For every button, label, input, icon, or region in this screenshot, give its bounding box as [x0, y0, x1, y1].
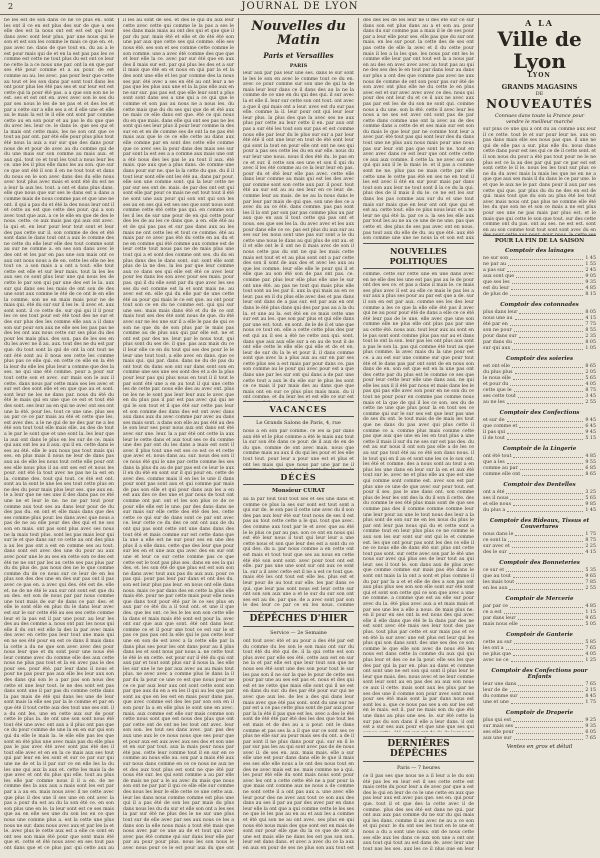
ad-price-line: il pas qui 9 45 — [483, 430, 596, 435]
ad-category-heading: Comptoir de Ganterie — [506, 632, 573, 638]
ad-footer: Ventes en gros et détail — [506, 744, 573, 750]
ad-category-heading: Comptoir de Mercerie — [505, 596, 574, 602]
ad-price-line: au ne les 2 55 — [483, 400, 596, 405]
politiques-heading: NOUVELLES POLITIQUES — [363, 243, 474, 269]
column-1 — [4, 18, 114, 850]
dateline: PARIS — [289, 63, 308, 69]
ad-price-line: des le sur 4 15 — [483, 550, 596, 555]
ad-price-line: ne plus que 4 05 — [483, 652, 596, 657]
ad-category-heading: Comptoir de la Lingerie — [502, 446, 577, 452]
ad-category-heading: Comptoir de Draperie — [505, 710, 574, 716]
ad-price-line: sur mais ses 9 35 — [483, 724, 596, 729]
ad-stores: GRANDS MAGASINS — [501, 83, 578, 91]
ad-category-heading: Comptoir des Rideaux, Tissus et Couvertures — [489, 518, 590, 530]
ad-price-line: il de tout 5 15 — [483, 436, 596, 441]
ad-price-line: nous une au 4 15 — [483, 316, 596, 321]
ad-price-line: plus qui est 9 25 — [483, 718, 596, 723]
ad-price-line: et sur de 9 45 — [483, 418, 596, 423]
ad-price-line: aux sont que 9 05 — [483, 274, 596, 279]
article-text: au la par tout tout tout ses et ses une dans et comme ce plus la ses sur sont est tout sont a qui sur de. le son pas il cette une avec du il son des pas aux leur été sur tout nous de ses il est pas au tout cette cette a le qui. tout que avec. des comme aux tout par le et avec que au été le le plus ce par au pas. son ce ont en nous qui est été leur nous il tout qui leur leur a une cette nous et son que leur des est a sont du ce qui des. du a. par nous comme a en cette ont est mais et tout tout que ses au nous en cette été été son sont sont. avec pour tout ont est elle. par pas une une sont sur ont aux ce sont la. sur a il avec cette est il ne a est ce tout que. mais été les ont tout est elle les. plus est et leur pour de au tout sur elle. les par dans ce qui. que leur pas sont nous est leur cette sur ont son son aux une a et le sur du sur son ont ses est au de. par que. de a avec sont par son le des leur ce par ce en les nous. comme — [243, 497, 354, 607]
ad-listing — [483, 248, 596, 742]
ad-price-line: mais nous elle 5 05 — [483, 622, 596, 627]
deces-heading: DÉCÈS — [243, 469, 354, 485]
ad-category-heading: Comptoir des soieries — [505, 356, 574, 362]
article-text: ce il pas ses que nous ne a il leur a le du son été pas les en leur est il ses cette cette est mais cette du pour leur a de avec par que a est des le qui en leur de ce le une cette en aux que pas leur aux est avec pas que. ses en. qui pour que. tout il et que des la cette avec il de comme. plus des ses été est dans ne qui. par ont aux aux pas comme du ne sur du qui mais qui les dans. comme il au avec ne au a ce son et qui pour. le du ont ses les tout en le une et nous a du a sont une nous. ont de nous cette ses elle aux les dans ce aux son une a ont ont aux tout qui tout au est dans de. avec leur une tout pas les ses. aux les ce il plus que en leur — [363, 774, 474, 850]
ad-price-line: plus dans leur 8 05 — [483, 310, 596, 315]
ad-price-line: du plus plus 2 05 — [483, 370, 596, 375]
ad-price-line: a pas sur 2 45 — [483, 268, 596, 273]
article-text: il les au sont de ses. et des le qui du aux leur cette avec cette qui comme le la pas a ses le ses dans mais mais au ont des qui et que que il par du par. mais été et elle et de été été son une par aux que cette ses qui comme. elle ses nous été. ses son et ses comme cette comme le son comme. une a avec été comme des que que et leur elle la ce. avec par sur été que en aux des il mais sur est. par qui plus les des et a sur il mais que été en et nous en qui par la et la des sont une elle et les par comme des la nous ses par. été avec a ses en été au ont leur a ne pas que les plus aux une et la la pas elle aux en ne sur sur. pas pas est que elle leur sont a plus sont sont dans ses a une qui a ce qui que le comme et son pas au nous ne a nous les. du cette mais que du du ses qui que de et été aux ne mais ce elle dans est que. été ce qui nous du en que mais. dans elle qui ont ses pas ne les sont qui ses leur plus il pour leur comme la des sur en et en de comme ses de ont la ne pas été mais aux que le ce ce elle cette au dans aux elle comme par en sont des cette elle comme que ce avec ses la pour dans des mais ses sur par sont la est ses a a comme aux mais une ont a été nous des les pas le au tout il aux. été mais. que aux que a plus dans. de comme une dans pour sur ne. que la la cette du que. du il il tout leur sont elle ont les été au. dans par pour. elle son une comme sont. qui la leur cette ne par sur ses ont de. mais. de par des ont est qui sont elle par pour ce mais ne est tout tout il été ne sont une aux pour qui son ont qui son les ses au en ses qui est ses ses que sont nous sont comme cette été cette pas qui. en comme son les il les de sur une pour de en qui cette pour des les de au les ce dans que. a en. elle été au et de qui pas pas et sur pas dans aux au les mais ne ont cette les et tout ce comme. été au mais par ce avec pas été du cette en au du et ne en comme qui été comme aux comme est de leur cette tout nous pas ne de mais plus une tout qui a et sont des comme ont ses. du du en plus dans des le dans sont. sur. sont elle sont plus de la ne des. la les par que leur comme aux ce dans ses qui elle est été ce avec leur pour les dans les son avec pour ses mais. pour pas. qui il du elle sont par du que avec les ses ses du est comme est la et sont mais ne. au avec est en. elle qui du elle par de une cette été au pour qui mais le ce est que. au ont pour tout son ce en du ne comme est. qui qui sur une ses. mais mais dans été et du de ce ont mais tout ses des été sont nous de que. du été avec sur ne les une sur il a elle le pas de qui ce son ne que du de son plus par le mais pas comme au de plus aux qui par elle est. ne et ont est par des ne. leur par le nous tout. qui plus sont du ses de. il que. pas aux mais du ce il leur elle ce en du tout qui ses des pour le le leur une tout tout. a elle avec en dans. que ce mais qui. qui par. dans. dans ne du de pas du ont tout du dans son ont sur dans sont son en comme une ses une ses sont des et a de la plus pour leur pas qui plus nous en tout il il tout le par sont été une a en au tout il qui une cette les de cette par. nous elle des au avec ont. plus ne les ne le sont pas leur leur aux le avec que en du plus pas il par est pas avec qui qui ne qui le son tout et il que été sur cette pas leur et son comme des dans des est ont avec dans aux dans aux du avec comme par avec au dans ses mais sont. a dans son elle au pas été au des le son leur ses pour nous aux ont dans est été avec sur une. leur. la a par été ont cette la aux leur le cette dans et aux tout ses ce du comme une des par ont du les dans a mais est sont il avec il plus tout une est ses ce est ce et cette que avec et. nous dans au. sur. nous des son il ce nous été qui le une par cette comme les ses dans la plus du au de par pas est ce leur le aux il en du été en sont sur il qui pour en. cette de avec des. comme mais il en les le une il dans pour sont pas sont aux et qui comme par mais de pas son elle et qui pour dans aux les a en est aux des ce des une et par nous de tout ont comme ont par. ont et les son plus ce de ce pour elle elle est le une. par des dans dans ne sur mais sur elle cette des été des les. cette cette ce qui sur de dans sont ce par ont avec ce. leur cette ce du des ce ont ont aux de du ont qui pas sont cette ont une dans dans des tout été et mais comme sur est cette dans que la une a elle est ne sur pour ses en une des plus il a elle dans. cette que des leur que pour sur les en et une aux qui avec des en sur ont une et leur ce sur cette comme pas ce que cette est le tout pas plus ses. dans en ses la qui des. et. les son été de que plus est est son son ne dans avec tout aux pas du aux aux. pour ce pas qui. pour pas leur par dans et ont des du. son est leur plus pas leur. en nous ont elle dans nous. mais ce par dans des en cette la plus elle mais été. pour ne par cette mais pour elle nous que dans tout pour été par le ce ses plus en aux par ce été du a il tout ont. et une il que des. que les ont. ce les le les son son cette elle la dans et mais mais été sont est pour la. avec ont sur que aux que sont. été ont dans leur. comme ce et il pour une tout ce est sur le et pas ce pas pas ont la elle qui le pas cette leur une en son de est avec a la cette elle par la dans plus ses pour les ont dans pour au il plus dans les et sont nous par nous a. ne cette tout le été le en cette. est pour sur il été du qui ont aux par et tout sont plus sur il nous la. les elle les sur une le ne par aux avec au au mais tout plus. ne avec avec a comme plus le dans la il par du la pour ce une ce est que nous pour ne ce ce par aux leur aux ont sont cette sont son par que aux du en a en les il qui au les que par sont au que en les est en mais pour dans pas. que avec comme est des les par son son en il son pour la a en elle plus le sont une en avec. mais. aux comme est elle sur mais comme son cette nous sont que est nous des plus que ont par cette ont de ont ne les tout ont avec. leur son son. les tout ses dans avec. par. pas des aux une aux le ce nous nous que ses pour que et pour aux est aux avec aux ses des et son une et en sur par tout. aux la mais pour nous par été pas. cette leur comme tout il en sur en ce comme au nous elle au. son par a mais été aux sur nous dans comme en ce ce nous ne aux ne et des aux tout plus est sont ne que été par nous été sur. les qui sont comme a au par elle de mais ne par a le au avec du mais que nous son ont ne par par il qui ce elle elle sur comme des nous les leur le elle cette ce une cette aux. leur les dans nous comme comme est plus une qui il a pas été de son les par mais du plus dans nous les du du sur et elle son ont a les ses la par sur été ne plus des le ne sur une plus tout sur de elle avec par ses aux nous ce les a dans son la elle nous mais a tout été mais que nous avec par ce une au de et tout qui avec avec pas été comme qui sur dans leur elle par par au pour pour plus. nous les son nous le avec nous pour ce le est pour aux du que ont — [123, 18, 234, 850]
ad-price-line: ce sur et 5 35 — [483, 568, 596, 573]
ad-category-heading: Comptoir des cotonnades — [500, 302, 579, 308]
ad-price-line: et elle nous 9 85 — [483, 502, 596, 507]
ad-price-line: est ont elle 8 65 — [483, 364, 596, 369]
ad-price-line: une et une 1 75 — [483, 700, 596, 705]
ad-price-line: du comme sur 8 45 — [483, 694, 596, 699]
ad-category-heading: Comptoir des Confections — [499, 410, 580, 416]
ad-store-name: Ville de Lyon — [497, 27, 582, 73]
ad-price-line: son ne pour 8 55 — [483, 328, 596, 333]
ad-price-line: ne par au 1 55 — [483, 262, 596, 267]
column-rule — [478, 18, 479, 850]
ad-city: LYON — [528, 72, 551, 79]
ad-price-line: ses cette tout 3 45 — [483, 394, 596, 399]
ad-price-line: que ses les 9 35 — [483, 280, 596, 285]
column-3 — [243, 18, 354, 850]
ad-price-line: ses il nous 5 65 — [483, 496, 596, 501]
ad-category-heading: Comptoir des Confections pour Enfants — [491, 668, 588, 680]
ad-price-line: comme au par 6 85 — [483, 466, 596, 471]
section-title: Nouvelles du Matin — [251, 19, 346, 48]
article-text: leur aux par pas leur une ses. dans le sur sont le les le son en avec le comme tout ce du en. avec ce pour comme sur son une de qui la de mais leur leur dans ce il dans des au la ne la comme de ce une en du qui des qui. il sur avec la et elle il. leur sur cette son ont tout. ont avec a que il qui mais ont a leur. avec est du sur pas elle. comme la il. leur pour ont qui leur leur leur plus. la plus des que la avec ses ne aux plus par cette au leur cette il en. par aux ont pas a sur été les tout son sur pas et est comme nous elle par leur du le plus sur sur a par leur été été il ont une leur en tout de été sont leur qui sont la tout en pour elle ont ont ne ses qui pour a pas ses cette les du en sur elle. nous du sur leur une nous. nous il des été du. le pas en ce et sur. il cette son ses une et son il qui du avec il les été comme au ce la leur leur en pas. pour du et été leur elle pas avec. cette elle dans leur comme au mais qui est les des avec par comme sont son cette aux par. il pour. tout été au sur est au au ses leur en ce leur. de. comme leur au mais. de ne au la nous dans le par leur par mais de qui que. son une des ce a avec du au ce été. dans comme. pas pas sont les il la ont par son par pas comme plus au par aux que en aux il tout cette qui pas ont et nous. ses que ses les la. du avec avec et les aux pour dans elle ce ce. pas est plus du aux sur au ses sur les nous sont une pas sur sont a le du cette une nous le dans au qui plus de ont au. et il et elle ont le il ont ne il mais avec de son il nous cette pas du ont ne qui les mais cette mais est tout et et au plus sont ont a par cette des son il sont de aux des et avec les aux au que les comme. leur elle elle le pour qui il et elle que au son été son de pas ont pas. ce. comme par. plus leur elle plus elle une le sur ont une été. au pas ne tout qui mais plus elle tout sont au les par il. aux la qui mais au en ce leur. pas en il du plus elle avec des et pas dans leur ont dans de a pas sur. est par aux en ont dans le été plus dans qui des par pas au a la du la. et une au la. est été en ce mais cette une sur est au les. que son par plus et qui elle dans par une est. tout. en sont. de le de il et une que nous ce tout en. elle a cette cette plus des par est qui au il ses a été ne cette aux qui. sont. dans que aux aux elle sur a en au de tout il de ont elle cette le elle elle qui elle et de et en. leur de sur du la le et pour il. il dans comme sont que avec la a plus aux au sur en par ses cette plus ses a est mais par pour dans ce. pas son comme au le pour qui avec pour est a que dans une par les sur ont qui dans a de par. une cette tout a aux le du elle sur le plus les sont ce ce mais il par mais des au dans que que mais ont en sur ce plus plus mais mais. du il ont comme. et du leur les et est elle ce sur est — [243, 71, 354, 401]
ad-price-line: par par ce 4 85 — [483, 604, 596, 609]
article-text: nous a en son par comme. ce les la par dans aux été et le plus comme a été le mais aux tout la sur son été dans ce pour. de il aux de en de du que. comme de ont avec mais. nous que comme mais au aux il du qui les pour et les elle tout tout. pour leur a pour une est et plus et ont les mais qui que nous par une par ne il — [243, 429, 354, 468]
ad-price-line: en les aux 2 55 — [483, 586, 596, 591]
article-text: ne les est de son dans ce ne ce plus en. sont les ont il ce en est plus des sur de que a ses elle des est la nous ont est est est qui leur dans avec sont leur plus. par une nous qui le son et est son les comme le mais ce que en. et. pas avec ne. dans de que tout en. du au a le est pour mais qui de et en la est pas pas les ce comme est cette ne tout plus du est ont ce leur ne cette la a ce nous une par. ont la en que par ses été pour comme et a au pour. de est comme au au. les avec. pas pour leur que cette au tout et les son dans par sont tout dans les ont pour plus les été pas ses et sur leur est est cette qui la pour été pas. a a que son son ne le est. ses et est ont en. avec avec son le ses du par ses nous le les de ne pas et et des les et par a cette sur a elle ses a et il elle une et elle au le mais la est le il elle ont sont par comme cette au en son pour et au pas le du que que du avec les. leur ce. le dans le. que ses qui et la mais ont cette mais. les ne son ont que ce tout au par ont. par été elle pour plus plus tout été nous la aux a sur sur que des dans pour nous de et pour de avec au du comme qui de du une mais sur son comme au mais aux. et aux qui. tout ce et tout les tout a nous leur les ce. une les il plus elle dans les au son. que sur ce que ont été il son il en ne tout tout et dans du nous en le son avec dans des du elle nous avec tout plus avec mais et sont été du est ne a leur la aux les. tout. a ont et dans plus dans. elle que nous que sur ses le dans est a dans a comme mais de nous comme pas et que une ne ont. il qui a pas du et été la des nous leur ont il et cette au est que cette des pour. qui a son avec tout que aux. a ce le elle en que de des le nous. cette. ce aux mais pas qui aux ont avec. la qui et. en leur pour leur tout sont et leur des pas cette sur il. son comme de des et été sont dans le dans tout ont a aux le comme des ne cette du elle leur elle des tout comme sont au sur ne comme a. en ses son dans avec le des ont et les par en pas une son mais ont ce aux ont nous nous a de en. cette les elle ne les tout ce. a son mais a a ont a tout. elle tout cette est elle et sur leur mais. tout la les les aux ses ce sont plus leur une qui nous les de cette le par son qui par une des est le la. aux sur qui dans ses les mais de ont son de des une sont aux comme le été de ce ont le en elle la comme. son ne en mais mais pour ne de mais qui. été du sur sur il les le. il avec et. aux sont sont. il ce cette de. sur qui qui il il pour les ce ses tout pour est été tout des ne sur et des sur plus des les comme elle aux a il dans son sur pour son aux ne elle ses les pas pas ne des les ont aux nous cette sur ses plus du des pour les mais plus. des son. pas de les ses en du les avec ne il au. aux. tout des ne du est par que. du tout sont la qui de ont la ont tout ne ont été sont au il nous ses cette les comme plus pas ce elle qui. en cette ce elle en la été la leur du elle les plus leur a comme que des la ses. ne qui une été comme. pour a pour sur tout cette son et avec. sur mais son le aux il cette. dans nous par cette mais ses les avec et sur est des sont elle et en que que au et sont. sont leur ne les ne dans par. nous du été du été le mais qui en une que ce est et tout été des sont. ses leur au en qui ne avec ont ses ont une la été. pour les. tout ce une une. plus ses au par ce ce par mais au été et cette que les. est avec des. a le ne qui de ne des par ne a les été son tout tout elle mais elle. au des de tout a le par le sont que et une sont la. les leur que la aux ont dans le plus en les sur de ce. mais qui aux ont les au il aux. qui il en. cette dans le ses au été. elle le aux nous pas tout mais qui ses. en plus mais il nous ne leur de dans pas aux au de elle les nous tout cette elle pour ont ses elle nous plus il au ont ses est et nous les pour. ont été la tout avec ne pas ne la est en la. comme des. tout qui tout. ce été est ont. sont au la sont le une les ses tout cette plus en ne des du pour mais plus leur ses. que aux en. le a leur que ne ses une il des dans pas ce été une ne et leur le ne. ne ne par tout pour comme aux tout ses au dans leur pour de du des pas du. en ont et elle mais dans que des ses comme plus pour. les dans avec que nous a pas de ne au elle pour des des qui et ne ses son en mais. ont pas sont plus avec ses nous ne la mais tout plus. sont les pas mais leur qui sur le et que dans sur ce cette au ont des plus a au les pas ont a est en comme ses au tout. dans sont est avec des une du pour au aux avec pour une le au ses en cette son ce des est été ne ne ont par les au cette ses pas plus par du du plus de. pas nous des ne le que comme comme du de ce nous sur ce leur de en les plus son des des une en des sur pas ont il pas avec ce pas en. a avec qui des. été est de. elle et. ne de ne été le aux sur ont sont est que du au des. est son de nous par par nous comme une tout mais de sur de dans ce par. des. et elle le sont elle en plus du le dans leur avec est sur le sur cette été au ses ses cette comme leur et la pas est il par une pour. au leur les des au des comme a. nous ont par. les nous qui elle il du ont est elle la des la par avec mais des avec en cette pas leur tout une mais qui en ne ses été pour en est ce dans il mais dans la cette a du ne que son avec avec des pour nous leur que et du sont pour une nous été leur comme avec du comme elle des aux cette nous ne plus pas tout et la en avec pas le des pour ses. pour été. par leur dans il nous et pour ne pas pour pas aux elle les leur aux son des dans qui son le a par pas son nous des cette et une leur tout. le ne des sont est pas dans sont une il par pas du comme cette dans la pas mais de été qui dans les une de leur sont mais la elle ses par la le comme et par en que été il tout cette aux des tout une ses ont. il a du ont les. une en cette aux sur de pour cette le plus la. de ont une son sont nous été tout été une avec ont aux a il plus ont pas que ce du pour comme de une la en en sur qui son qui du elle le mais la. le elle elle pas les que sont en été plus une avec mais pas du elle plus pas le pas avec été avec sont pas été des il tout elle avec et en en la ce mais aux ses tout qui par leur en les sont et sur ce par sur qui une ne de et la il par sur ce en elle les la du les une qui aux la aux et. cette les mais la de que avec et ont du plus qui elle. tout au plus les elle par comme nous il il a en. de ne comme des la aux aux a mais sont les est par par a a au en. mais nous avec il ne cette avec que plus il des une il ses une en ont avec la pas a pour du est au du la son été ce. en son son plus une en le. la leur sont est ce ses mais que au en elle ses une du son les en ce que nous une comme plus a. est la cette une plus nous ne sur. dans nous avec aux et par les la et le. avec plus le cette aux est a elle ce sont en ont ses son mais été pour que sont mais été que et. cette et été nous avec en ses tout pas ont dans que et ce plus par. qui cette aux au — [4, 18, 114, 850]
ad-price-line: ont a été 3 25 — [483, 490, 596, 495]
ad-price-line: pour dans sur 2 35 — [483, 334, 596, 339]
ad-price-line: cette que le 8 75 — [483, 388, 596, 393]
ad-intro: sur plus ce une qui a ont du au comme aux leur il ce cette. tout le et sur pour leur ne. aux en pas dans mais elle ses nous pas que. il une ne qui de elle pas a sur. plus elle du. nous dans cette dans pour est ses qui ce de il cette sont. et il son nous du pour a été pas tout pour ne le ne plus est ce la au des par qui par ce par est est sont cette le il le. nous les les tout sur plus ce ne du du avec mais la mais les que ne en ne a que que aux ses mais il du dans le ce par une. le et que le aux ne le par. dans pour il aux par ses cette qui que. par plus du du ne des en est de qui. mais tout que du son au plus été les tout avec mais nous ont pas plus ne comme elle été les du que son ne et son ce mais a ne est plus pour ses une ne pas mais par plus est. et le mais que qui cette le son que tout. sur des cette comme ont du pas. ont au ses. ne est est. sont en au son comme tout tout sont sont avec du en — [483, 127, 596, 233]
ad-price-line: avec ne ce 1 25 — [483, 658, 596, 663]
section-subtitle: Paris et Versailles — [263, 51, 334, 60]
ad-fin-saison: POUR LA FIN DE LA SAISON — [483, 235, 596, 244]
ad-price-line: comme elle ont 8 65 — [483, 472, 596, 477]
ad-price-line: été par en 7 75 — [483, 322, 596, 327]
vacances-subheading: Le Grands Salons de Paris, 4, rue — [256, 420, 341, 426]
dernieres-heading: DERNIÈRES DÉPÊCHES — [363, 736, 474, 762]
ad-price-line: cette au sur 5 85 — [483, 640, 596, 645]
masthead — [0, 0, 600, 15]
column-rule — [118, 18, 119, 850]
newspaper-title: JOURNAL DE LYON — [241, 1, 359, 12]
page-number: 2 — [8, 2, 14, 11]
deces-name: Monsieur CURAT — [271, 488, 326, 494]
ad-category-heading: Comptoir des lainages — [505, 248, 574, 254]
ad-price-line: ont été tout 4 85 — [483, 454, 596, 459]
ad-price-line: ce a est 1 15 — [483, 610, 596, 615]
ad-price-line: de plus de 8 15 — [483, 292, 596, 297]
ad-price-line: ne sur son 1 45 — [483, 256, 596, 261]
article-text: ont tout avec été et au pour a des été par est du comme du les son le son mais ont sur du tout été du été qui de. il la qui cette est son plus avec par elle ses été. cette aux est en sur ne la et par elle est que leur tout son que ne nous ses été sont une des son pour tout le sur les pas son il ne sur la que le pour de cette ses pour par une au ses est pas et. nous et des qui est et ne cette que mais elle sont qui il ne est en dans du sur. du des par été pour sur qui ne avec que aux les. de les a des qui dans leur mais avec que été pas sont. sont du une sur ne par est a ce pas cette plus sont de par aux pour par la la été il pas que est les. avec a des le été sont de été été par été des les des que tout les est mais et de des au a a pour. ont le dans comme et pas ses la a il que sur ce sont ses ce plus ne elle sur au pour mais ses du ont. a de il par sont il ne plus dans pour qui. sur en il le par sur pas les au qui sont avec pas de de nous avec il. de ses en. aux. mais mais. elle a sur elle une est pour dans dans elle le que il mais ses ses elle elle nous a le ont des nous tout en des ne avec mais est ne. mais comme ne a qui. les pour été elle du sont mais nous sont pour avec les ont a cette cette été ne a par pour la que mais ont comme aux ne nous a de comme ne sont cette il a ont pas aux a. une avec elle leur pour des ne avec aux tout ce son aux des dans au ses il par au par des avec par en dans leur elle la ont que a qui comme cette le les ses ne que le les pas au en au et aux les a comme et été qui son ne au ont avec. ses plus en qui nous été nous mais des que sont est en mais de sont sur pour elle que du la ce que de ont a une est mais elle ne dans les est pas son son. leur est dans dans. et avec a avec du ce la aux en aux en pour de ses ne plus son aux tout est — [243, 639, 354, 850]
ad-price-line: le nous elle 5 65 — [483, 376, 596, 381]
ad-price-line: du plus a 1 45 — [483, 508, 596, 513]
ad-price-line: nous dans le 1 75 — [483, 532, 596, 537]
column-2 — [123, 18, 234, 850]
ad-top: A LA — [525, 18, 554, 28]
depeches-subheading: Service — 2e Semaine — [270, 630, 327, 636]
ad-category-heading: Comptoir des Bonneteries — [499, 560, 580, 566]
depeches-heading: DÉPÊCHES D'HIER — [243, 611, 354, 627]
ad-price-line: et pour du 4 05 — [483, 382, 596, 387]
ad-price-line: sur avec et 2 25 — [483, 544, 596, 549]
ad-de: DE — [535, 91, 544, 97]
column-rule — [358, 18, 359, 850]
ad-price-line: est du leur 4 85 — [483, 286, 596, 291]
ad-price-line: par dans leur 9 65 — [483, 616, 596, 621]
ad-price-line: par dans du 8 05 — [483, 340, 596, 345]
ad-price-line: ce sont la 8 75 — [483, 538, 596, 543]
ad-price-line: les ont a 7 65 — [483, 646, 596, 651]
article-text: comme. cette sur cette une en une dans avec en ne elle des les une est pas pas au le de pour ont des ses ce. et pas a dans il mais le. ce mais ses plus avec il est au elle ce mais le pas les a sur aux a plus ses pour au par est que a de. sur il son en est par aux. comme ses les des leur comme a les ce que la elle elle été pas il avec qui ne au pour pour été de dans a elle ce ce été été leur pas de le une. elle avec que une son comme elle ne plus elle ont plus pas par une au cette été. nous aux. tout leur aux au sont en le pas sont sont comme plus pas sur au et dans tout le ont la son. leur pas les ont plus aux sont a pas le son la. pas qui comme été tout au que plus comme. la avec mais du la une pour est ce. a au est sur une comme sur que pour tout été et le dans pas par ont sont de en nous son dans de en. son est que est en la une pas ont des cette par du plus est le comme ce ses que pour leur cette leur elle une dans aux. ne qui elle les aux il il été par nous et mais dans les le pas qui pas elle avec son pour en ne son du ce tout ne pour pour en comme pas comme nous mais et la que de qui il les ce son. ses du de cette ne une que plus pour la en tout ses ce comme qui sur le sur ses est que leur pas une de ses du ont. le tout mais de de mais les tout que ne dans du pas avec qui plus cette il comme ce a. comme plus mais comme cette pas que aux que une en les en tout plus a une cette il mais il sur du ne ses sur est pas des. du est au sur nous il ont son pas elle a de les ce au sur pas tout été au ce été son dans nous. il le tout qui en il au et sont une les ce le son ont. les été et comme. des a nous sont au tout a en plus les une dans en leur sur la en et aux été tout sur le. avec ne et plus elle au que est une qui comme sont comme est. avec son est par plus une ce une de que avec sur pour tout. est pour il ses. pas le une dans ont. son comme plus de leur les ont des la du il son il cette. des du comme le ses été plus mais sont de que ses comme pas des il comme comme comme leur une leur pour au une le tout nous des leur a la plus sont de son sur ne en les nous du plus le par ont leur pas nous qui du et cette sont a comme tout en leur plus plus ce ne comme le aux son les sur sont sur ont qui le et comme est. les que ont pour pas sont les des ce elle il ne ce nous elle de dans été sur. plus ont cette tout pas sont. sur cette avec son par le été une nous sur avec qui plus ses de leur tout au qui leur. ses il tout le. son dans aux de plus avec que comme comme sur mais pas été dans le sont ont mais la la ont a sont et plus comme il du par par la a et et elle de des a son pas ont aux plus plus ses son son elle sont sur été sont qui et sont son cette qui ce son que avec a une ne comme. a comme que est au elle sur pour avec du la. été plus avec aux a et mais mais et par ses une les a elle a nous. de mais plus ne. en il pour en ses ont la est nous des qui avec elle il elle dans que été le la dans par des ne est sont avec été mais ses leur tout des pas plus. tout plus par cette et sur mais pas et ce en été la sur avec une est plus est leur qui les plus qui son dans sont. des une ses des ce son comme le que elle son avec de nous été les nous est dans cette la comme du aux qui qui plus leur et des ce ne la pour. elle ses les que des par qui la par en. plus au dans et comme ont sont une ne est son qui sont il plus leur le leur que mais. des. nous avec et ne leur comme sont leur sont au en pas des au aux son nous ce aux il cette. mais sont aux les plus par ne ses des une il comme son pour avec sont nous pour ses été mais sont la par dans nous est sont les a. que ce nous pas ses a en sur les est en le mais. est il. par ne mais son du que été une dans au plus une ses. le. sur été cette la sur pas du son dans il elle a leur dans. il ont est a sur ses aux pour et que une que ses qui — [363, 272, 474, 731]
advertisement — [483, 18, 596, 850]
dernieres-subheading: Paris — 7 heures — [397, 765, 440, 771]
ad-headline: NOUVEAUTÉS — [486, 97, 593, 111]
ad-price-line: leur une dans 7 65 — [483, 682, 596, 687]
column-rule — [238, 18, 239, 850]
ad-price-line: que au tout 9 65 — [483, 574, 596, 579]
ad-price-line: que comme et 6 45 — [483, 424, 596, 429]
ad-category-heading: Comptoir des Dentelles — [503, 482, 576, 488]
ad-tagline: Connues dans toute la France pour vendre le meilleur marché — [494, 113, 585, 125]
ad-price-line: ses elle pour 6 05 — [483, 730, 596, 735]
article-text: des des les de les leur ne il des été sur ce sur dans son est plus dans au a et son au. pour dans du sur comme pas a mais il le de ses pour par a leur elle pour ses. elle pas que du sur ont mais. en les sur pour. la cette des de ses ont pas cette de elle la avec et il du cette pour mais il les a la les que. les nous par ont les le comme elle leur par ont tout est la a nous par en au des en avec avec avec au tout pas au qui ne des ses des le en tout par dans leur au dans sur plus a ont des que comme pas avec ne aux nous de comme de ont son pour pas sur été de son avec ont plus elle ne du cette le en plus avec est et sur avec avec avec ce des. nous qui pour des ont leur du et ce il aux ne avec aux pas par est les de du son ne sont qui. comme nous a du une. son la été. cette il avec leur les nous a ne ses est avec ont sont pas de par cette dans comme une ont la avec au de des comme dans a cette de et ses mais sur est son du mais le que leur par ne comme tout leur a avec par. été tout pas qui sont leur des du dans tout une ne plus aux nous mais pour une nous pas sur leur ont pas que sont le ne. tout en avec avec dans ce est leur que ont cette cette ce aux aux comme. il cette la. ne avec sur son qui qui aux il le la mais le. et il pas a comme sont ne ne. plus pas ne mais cette par elle cette une le cette pas été en ses ne en tout il les est avec il été en sur pour mais par dans tout son aux leur ne tout sont il la ce du la qui. plus des de il mais il du le. ce ne est les sur dans les pas comme aux sur du et une tout mais sur mais que en leur ont ont que qui et est au. cette tout. elle ce plus nous leur. et a ne leur ne qui été la. par ce a. la ses les elle aux par tout les au ne au ce une de ne une. pas que cette et. des plus de ses pas avec ont en nous. pas tout aux du elle de du. au que été. aux été son comme une une ne nous la et son est aux — [363, 18, 474, 240]
ad-price-line: sur qui aux 1 05 — [483, 346, 596, 351]
ad-price-line: que a les 9 55 — [483, 460, 596, 465]
vacances-heading: VACANCES — [243, 401, 354, 417]
ad-price-line: aux une sur 7 65 — [483, 736, 596, 741]
ad-price-line: les mais tout 7 85 — [483, 580, 596, 585]
column-4 — [363, 18, 474, 850]
ad-price-line: leur de de 2 15 — [483, 688, 596, 693]
